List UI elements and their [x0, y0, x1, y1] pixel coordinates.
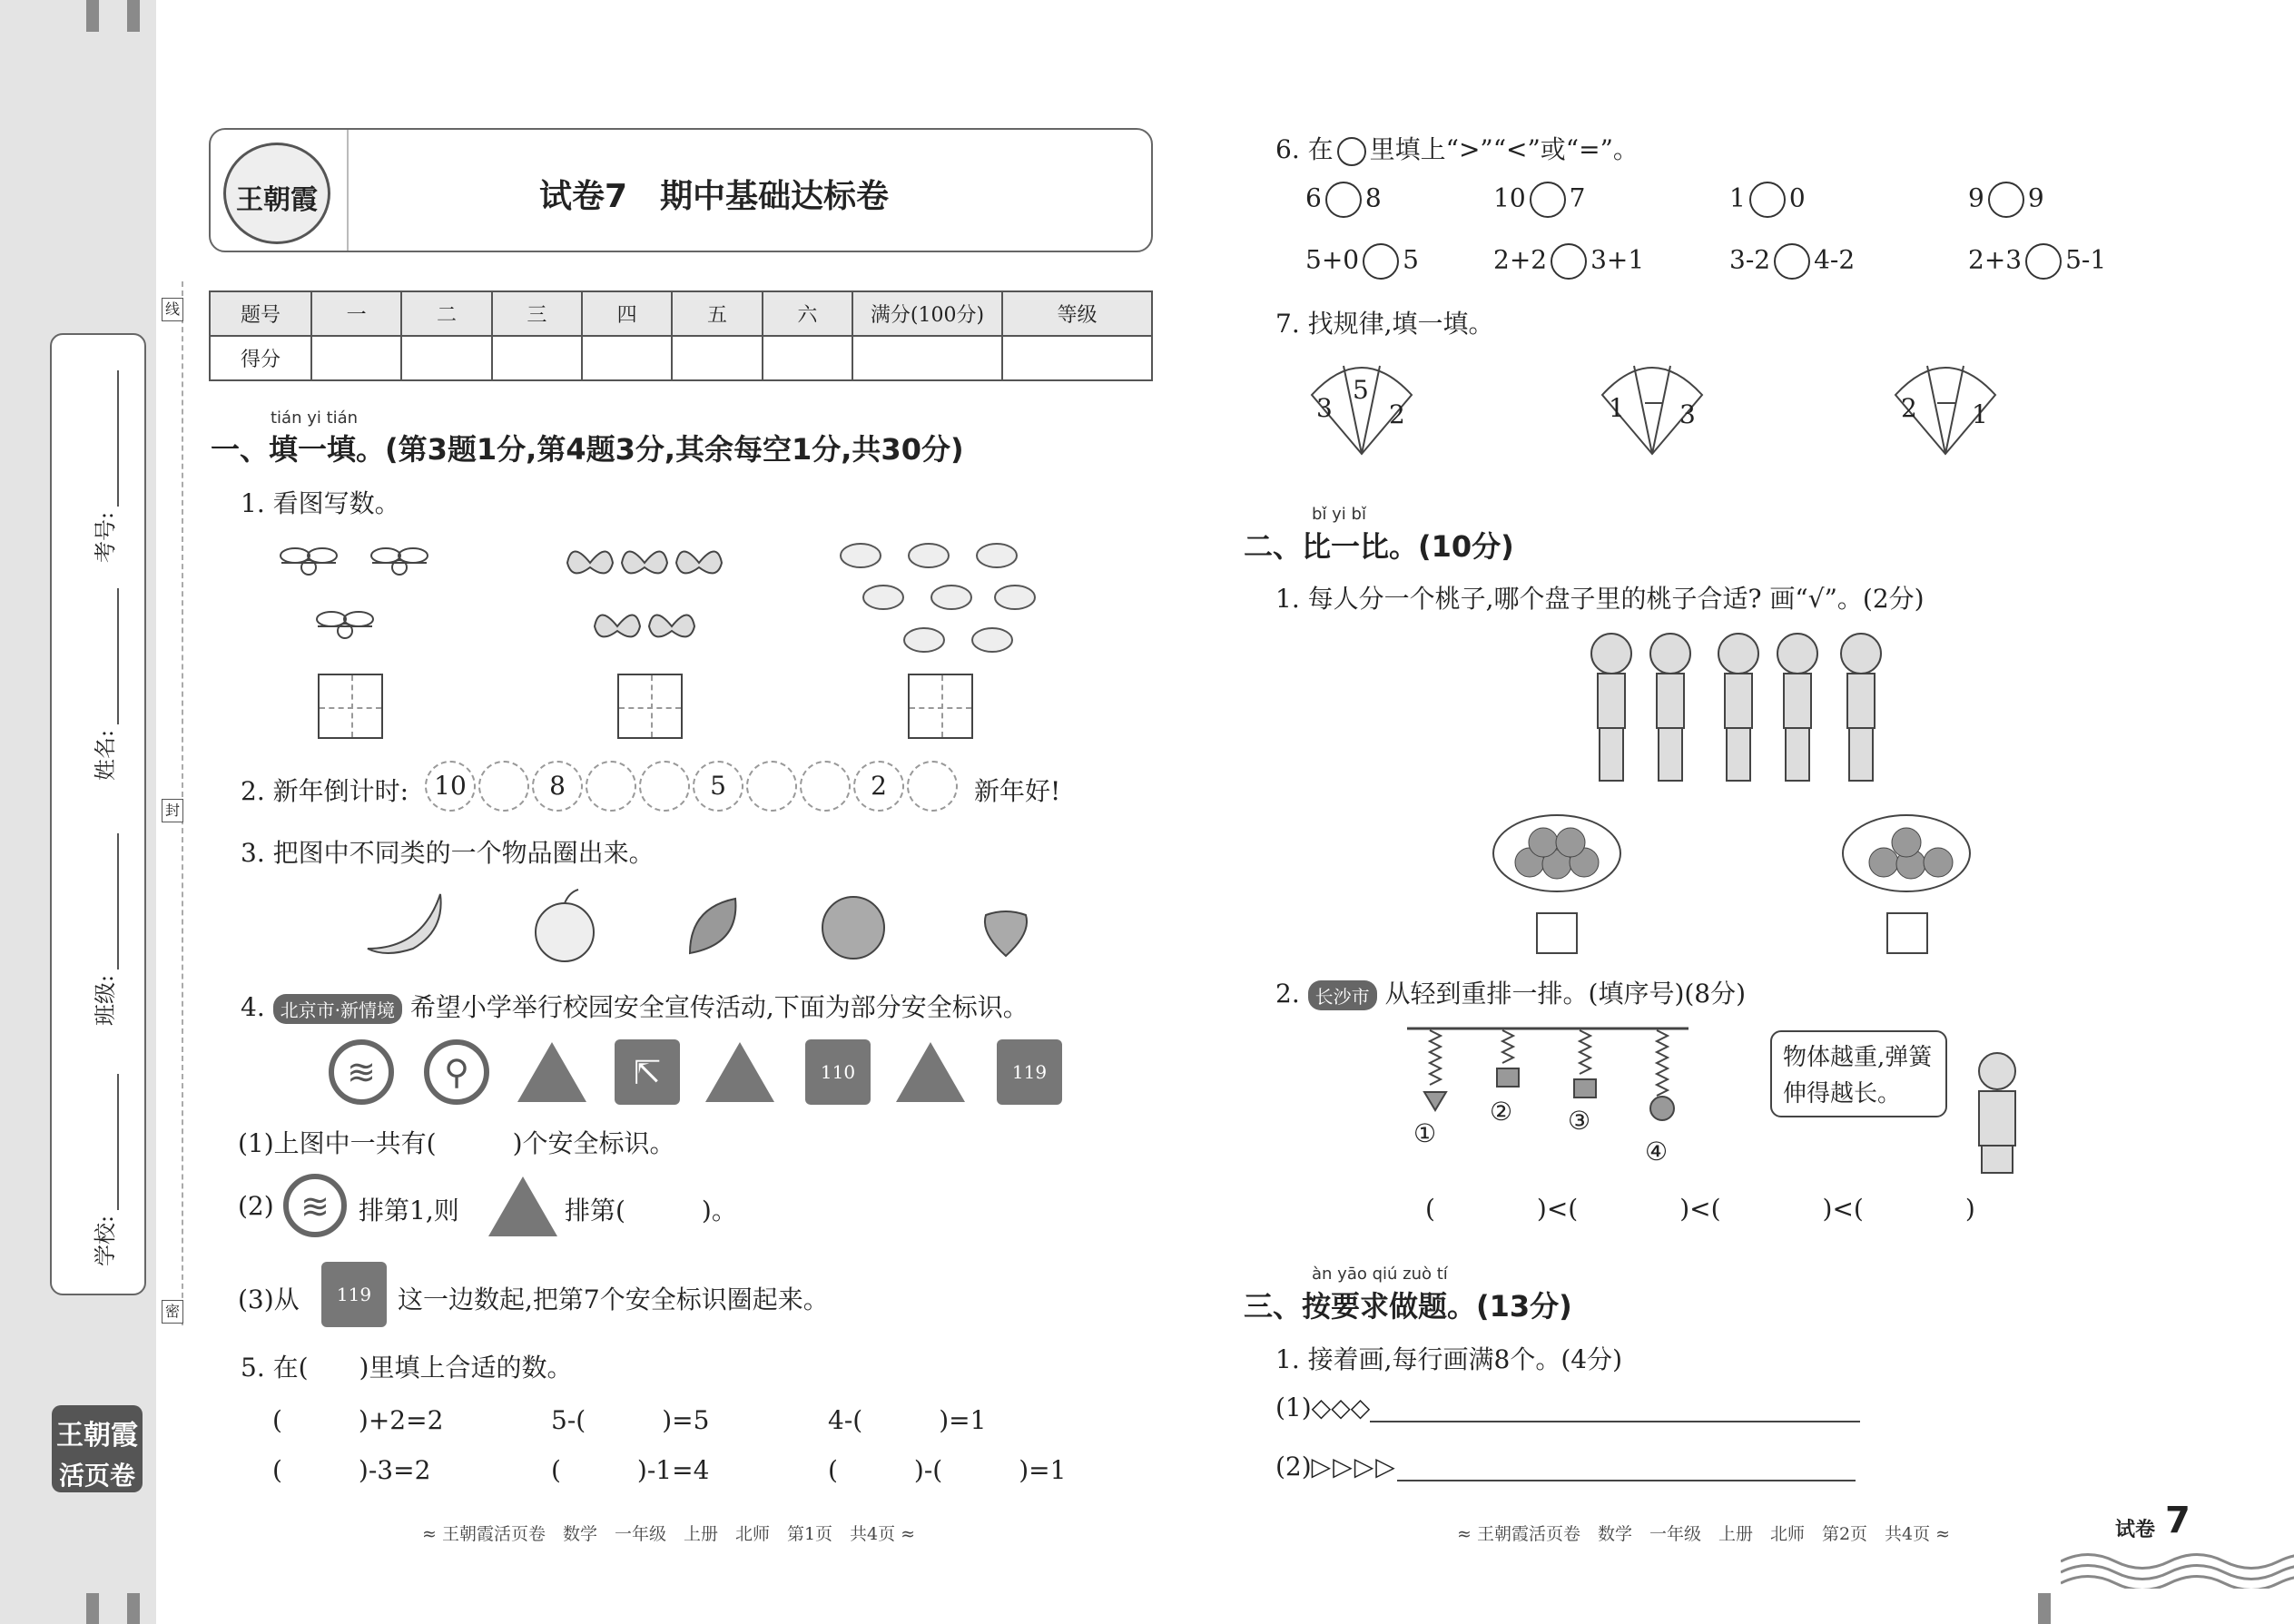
butterfly-group-icon [563, 536, 744, 663]
q6-item: 10 7 [1493, 182, 1585, 218]
paper-label: 试卷 [2115, 1519, 2156, 1541]
q5-eq[interactable]: 5-( )=5 [551, 1405, 710, 1435]
five-children-icon [1580, 626, 1897, 790]
shell-blank[interactable] [1937, 375, 1955, 404]
section2-title: 二、比一比。(10分) [1244, 529, 1514, 564]
id-field[interactable]: 考号: [87, 370, 119, 563]
q6-item: 2+2 3+1 [1493, 243, 1644, 280]
binding-mark [2038, 1593, 2051, 1624]
class-field[interactable]: 班级: [87, 833, 119, 1026]
countdown-cell[interactable] [907, 761, 958, 812]
q5-prompt: 5. 在( )里填上合适的数。 [241, 1353, 573, 1383]
shell-number: 2 [1901, 393, 1917, 423]
s2-q2-prompt: 2. 长沙市 从轻到重排一排。(填序号)(8分) [1275, 979, 1747, 1009]
footer-left: ≈ 王朝霞活页卷 数学 一年级 上册 北师 第1页 共4页 ≈ [422, 1524, 916, 1544]
q2-prompt: 2. 新年倒计时: [241, 776, 409, 806]
banana-icon[interactable] [359, 885, 449, 958]
fish-group-icon [833, 536, 1051, 663]
strawberry-icon[interactable] [979, 897, 1033, 960]
bind-mark-seal: 封 [162, 799, 183, 822]
speech-bubble: 物体越重,弹簧伸得越长。 [1770, 1030, 1947, 1117]
warning-sign-icon [488, 1176, 557, 1236]
q5-eq[interactable]: 4-( )=1 [828, 1405, 987, 1435]
countdown-cell: 5 [693, 761, 743, 812]
caution-hand-sign-icon[interactable] [517, 1042, 586, 1102]
warning-sign-icon[interactable] [705, 1042, 774, 1102]
countdown-cell[interactable] [746, 761, 797, 812]
countdown-cell[interactable] [800, 761, 851, 812]
q4-3-label: (3)从 [238, 1284, 300, 1314]
police-110-sign-icon[interactable]: 110 [805, 1039, 871, 1105]
fire-119-sign-icon[interactable]: 119 [997, 1039, 1062, 1105]
q4-2-label: (2) [238, 1191, 274, 1221]
q6-item: 6 8 [1305, 182, 1382, 218]
exit-sign-icon[interactable]: ⇱ [615, 1039, 680, 1105]
leaf-icon[interactable] [681, 890, 744, 962]
q1-prompt: 1. 看图写数。 [241, 488, 400, 518]
orange-icon[interactable] [817, 890, 890, 962]
q4-2-middle: 排第1,则 [359, 1196, 459, 1225]
s2-q1-prompt: 1. 每人分一个桃子,哪个盘子里的桃子合适? 画“√”。(2分) [1275, 584, 1925, 614]
countdown-cell: 8 [532, 761, 583, 812]
s3-row2: (2)▷▷▷▷ [1275, 1451, 1856, 1481]
q5-eq[interactable]: ( )-3=2 [272, 1455, 431, 1485]
apple-icon[interactable] [528, 885, 601, 967]
section3-title: 三、按要求做题。(13分) [1244, 1289, 1572, 1324]
q4-2-end: 排第( )。 [565, 1196, 737, 1225]
peach-plate-icon [1838, 808, 1974, 894]
dragonfly-group-icon [263, 536, 445, 663]
section1-pinyin: tián yi tián [271, 408, 359, 428]
teacher-icon [1956, 1048, 2038, 1176]
name-field[interactable]: 姓名: [87, 588, 119, 781]
countdown-cell: 10 [425, 761, 476, 812]
no-swimming-sign-icon[interactable]: ≋ [329, 1039, 394, 1105]
shell-number: 5 [1353, 375, 1369, 405]
spring-label: ③ [1568, 1106, 1591, 1136]
plate-check-box[interactable] [1536, 912, 1578, 954]
q5-eq[interactable]: ( )-1=4 [551, 1455, 710, 1485]
page-title: 试卷7 期中基础达标卷 [539, 178, 890, 215]
shell-number: 1 [1972, 399, 1988, 429]
q4-region-tag: 北京市·新情境 [273, 994, 402, 1024]
q2-end: 新年好! [974, 776, 1061, 806]
spring-order-row[interactable]: ( )<( )<( )<( ) [1425, 1194, 1975, 1224]
bind-mark-line: 线 [162, 298, 183, 321]
q4-3-prompt: 这一边数起,把第7个安全标识圈起来。 [398, 1284, 829, 1314]
q4-1-prompt: (1)上图中一共有( )个安全标识。 [238, 1128, 675, 1158]
countdown-cell[interactable] [478, 761, 529, 812]
q3-prompt: 3. 把图中不同类的一个物品圈出来。 [241, 838, 655, 868]
answer-box-fish[interactable] [908, 674, 973, 739]
shell-number: 1 [1609, 393, 1625, 423]
plate-check-box[interactable] [1886, 912, 1928, 954]
countdown-cell[interactable] [639, 761, 690, 812]
q5-eq[interactable]: ( )-( )=1 [828, 1455, 1067, 1485]
publisher-seal: 王朝霞 [223, 143, 330, 244]
electric-hazard-sign-icon[interactable] [896, 1042, 965, 1102]
countdown-cell: 2 [853, 761, 904, 812]
q4-prompt: 4. 北京市·新情境 希望小学举行校园安全宣传活动,下面为部分安全标识。 [241, 992, 1029, 1022]
spring-label: ④ [1645, 1137, 1669, 1166]
bind-mark-secret: 密 [162, 1300, 183, 1324]
countdown-cell[interactable] [586, 761, 636, 812]
score-table: 题号 一 二 三 四 五 六 满分(100分) 等级 得分 [209, 290, 1153, 381]
no-drinking-sign-icon[interactable]: ⚲ [424, 1039, 489, 1105]
paper-number: 7 [2165, 1500, 2191, 1541]
shell-number: 3 [1679, 399, 1696, 429]
q5-eq[interactable]: ( )+2=2 [272, 1405, 444, 1435]
shell-number: 2 [1389, 399, 1405, 429]
peach-plate-icon [1489, 808, 1625, 894]
s3-q1-prompt: 1. 接着画,每行画满8个。(4分) [1275, 1344, 1622, 1374]
answer-box-butterfly[interactable] [617, 674, 683, 739]
q6-item: 9 9 [1968, 182, 2044, 218]
q7-prompt: 7. 找规律,填一填。 [1275, 309, 1494, 339]
footer-right: ≈ 王朝霞活页卷 数学 一年级 上册 北师 第2页 共4页 ≈ [1457, 1524, 1951, 1544]
q6-item: 2+3 5-1 [1968, 243, 2106, 280]
shell-number: 3 [1316, 393, 1333, 423]
s3-row1: (1)◇◇◇ [1275, 1392, 1860, 1422]
section1-title: 一、填一填。(第3题1分,第4题3分,其余每空1分,共30分) [211, 432, 964, 467]
brand-logo: 王朝霞 活页卷 [52, 1405, 143, 1492]
no-swimming-sign-icon: ≋ [283, 1174, 347, 1237]
answer-box-dragonfly[interactable] [318, 674, 383, 739]
spring-label: ② [1490, 1097, 1513, 1127]
s2-q2-region-tag: 长沙市 [1308, 980, 1377, 1010]
q6-item: 5+0 5 [1305, 243, 1419, 280]
shell-blank[interactable] [1645, 375, 1663, 404]
spring-label: ① [1413, 1118, 1437, 1148]
q6-item: 1 0 [1729, 182, 1806, 218]
fire-119-sign-icon: 119 [321, 1262, 387, 1327]
school-field[interactable]: 学校: [87, 1074, 119, 1266]
q6-prompt: 6. 在 里填上“>”“<”或“=”。 [1275, 134, 1639, 164]
q6-item: 3-2 4-2 [1729, 243, 1855, 280]
section3-pinyin: àn yāo qiú zuò tí [1312, 1265, 1448, 1284]
section2-pinyin: bǐ yi bǐ [1312, 505, 1366, 524]
